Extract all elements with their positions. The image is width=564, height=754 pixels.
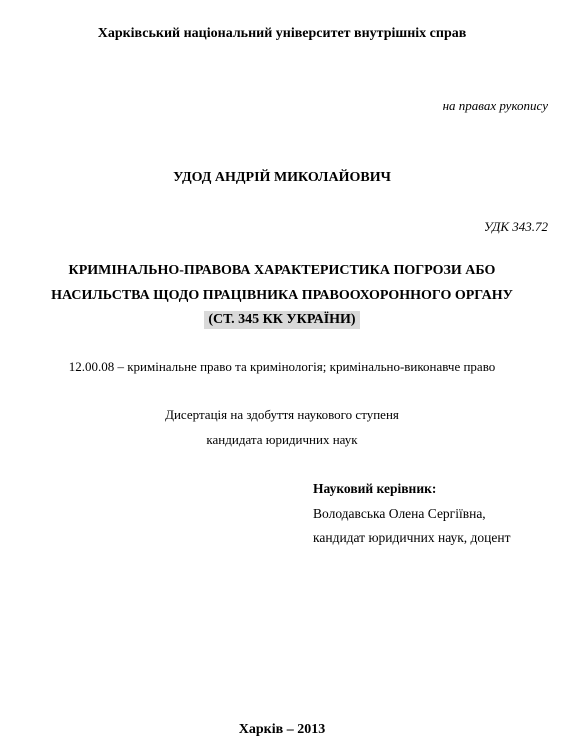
degree-line-2: кандидата юридичних наук — [206, 432, 358, 447]
author-name: УДОД АНДРІЙ МИКОЛАЙОВИЧ — [173, 170, 391, 185]
dissertation-title-line-3-wrap — [0, 311, 564, 329]
supervisor-label: Науковий керівник: — [313, 481, 437, 496]
dissertation-title-line-1: КРИМІНАЛЬНО-ПРАВОВА ХАРАКТЕРИСТИКА ПОГРОЗИ АБО — [68, 263, 496, 278]
dissertation-title-line-3: (СТ. 345 КК УКРАЇНИ) — [204, 311, 359, 329]
degree-line-1: Дисертація на здобуття наукового ступеня — [165, 407, 399, 422]
supervisor-name: Володавська Олена Сергіївна, — [313, 506, 486, 521]
manuscript-note: на правах рукопису — [442, 98, 548, 113]
supervisor-title: кандидат юридичних наук, доцент — [313, 530, 511, 545]
udc-code: УДК 343.72 — [483, 219, 548, 234]
dissertation-title-line-2: НАСИЛЬСТВА ЩОДО ПРАЦІВНИКА ПРАВООХОРОННОГО ОРГАНУ — [51, 288, 513, 303]
city-year-footer: Харків – 2013 — [238, 722, 326, 737]
university-name: Харківський національний університет внутрішніх справ — [97, 26, 467, 41]
specialty-line: 12.00.08 – кримінальне право та кримінологія; кримінально-виконавче право — [68, 359, 496, 374]
